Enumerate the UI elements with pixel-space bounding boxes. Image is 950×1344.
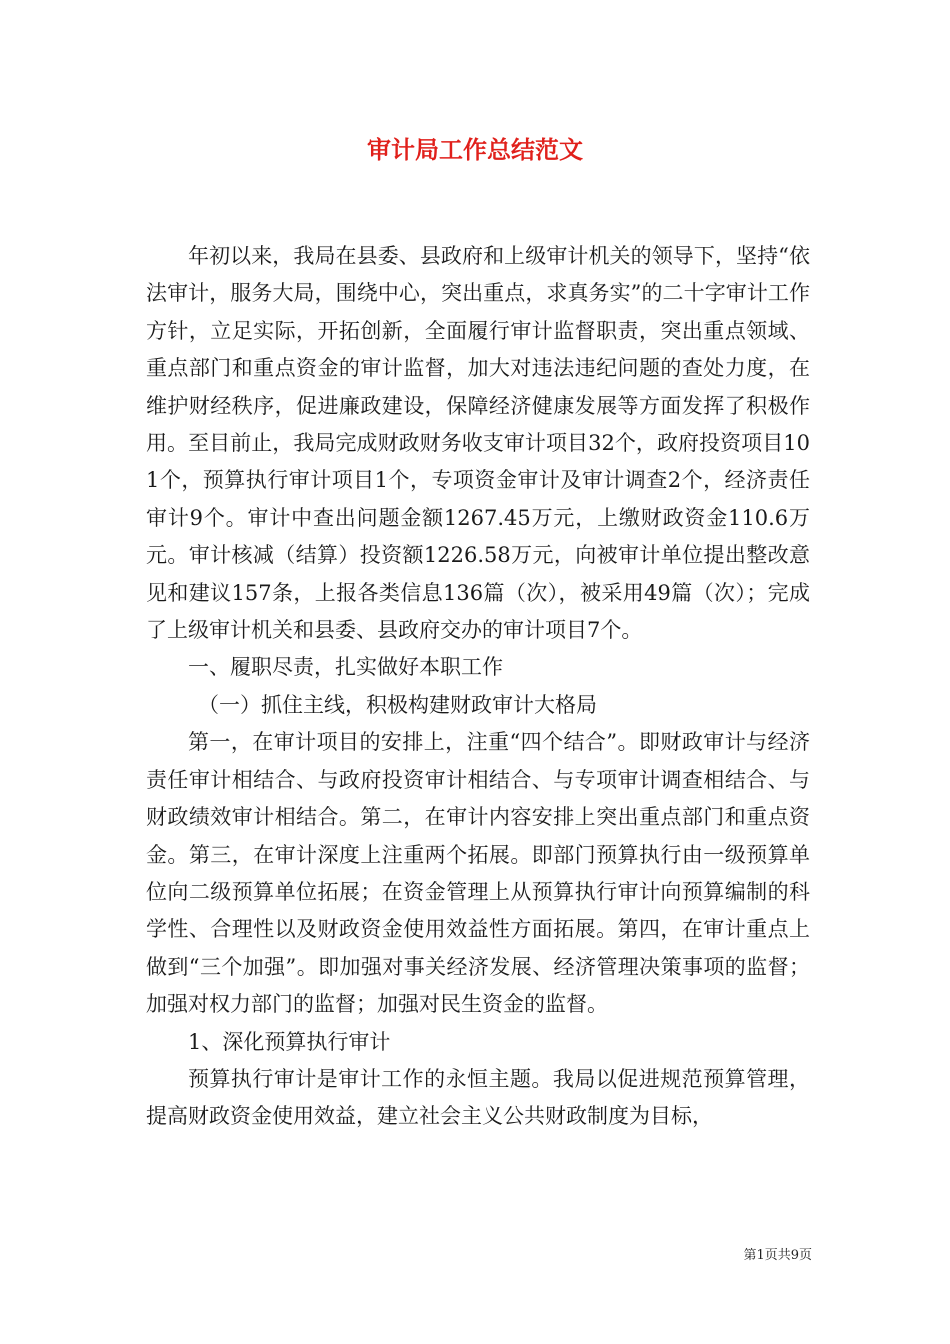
section-heading: 一、履职尽责，扎实做好本职工作 (188, 655, 503, 680)
page-number-footer: 第1页共9页 (743, 1248, 812, 1263)
subsection-heading: （一）抓住主线，积极构建财政审计大格局 (198, 692, 597, 717)
body-paragraph: 预算执行审计是审计工作的永恒主题。我局以促进规范预算管理，提高财政资金使用效益，建立社会主义公共财政制度为目标， (146, 1066, 810, 1129)
document-title: 审计局工作总结范文 (367, 136, 583, 164)
body-paragraph: 年初以来，我局在县委、县政府和上级审计机关的领导下，坚持“依法审计，服务大局，围绕中心，突出重点，求真务实”的二十字审计工作方针，立足实际，开拓创新，全面履行审计监督职责，突出重点领域、重点部门和重点资金的审计监督，加大对违法违纪问题的查处力度，在维护财经秩序，促进廉政建设，保障经济健康发展等方面发挥了积极作用。至目前止，我局完成财政财务收支审计项目32个，政府投资项目101个，预算执行审计项目1个，专项资金审计及审计调查2个，经济责任审计9个。审计中查出问题金额1267.45万元，上缴财政资金110.6万元。审计核减（结算）投资额1226.58万元，向被审计单位提出整改意见和建议157条，上报各类信息136篇（次），被采用49篇（次）；完成了上级审计机关和县委、县政府交办的审计项目7个。 (146, 244, 810, 643)
item-heading: 1、深化预算执行审计 (188, 1029, 391, 1054)
body-paragraph: 第一，在审计项目的安排上，注重“四个结合”。即财政审计与经济责任审计相结合、与政府投资审计相结合、与专项审计调查相结合、与财政绩效审计相结合。第二，在审计内容安排上突出重点部门和重点资金。第三，在审计深度上注重两个拓展。即部门预算执行由一级预算单位向二级预算单位拓展；在资金管理上从预算执行审计向预算编制的科学性、合理性以及财政资金使用效益性方面拓展。第四，在审计重点上做到“三个加强”。即加强对事关经济发展、经济管理决策事项的监督；加强对权力部门的监督；加强对民生资金的监督。 (146, 730, 810, 1017)
document-body (146, 238, 810, 1136)
